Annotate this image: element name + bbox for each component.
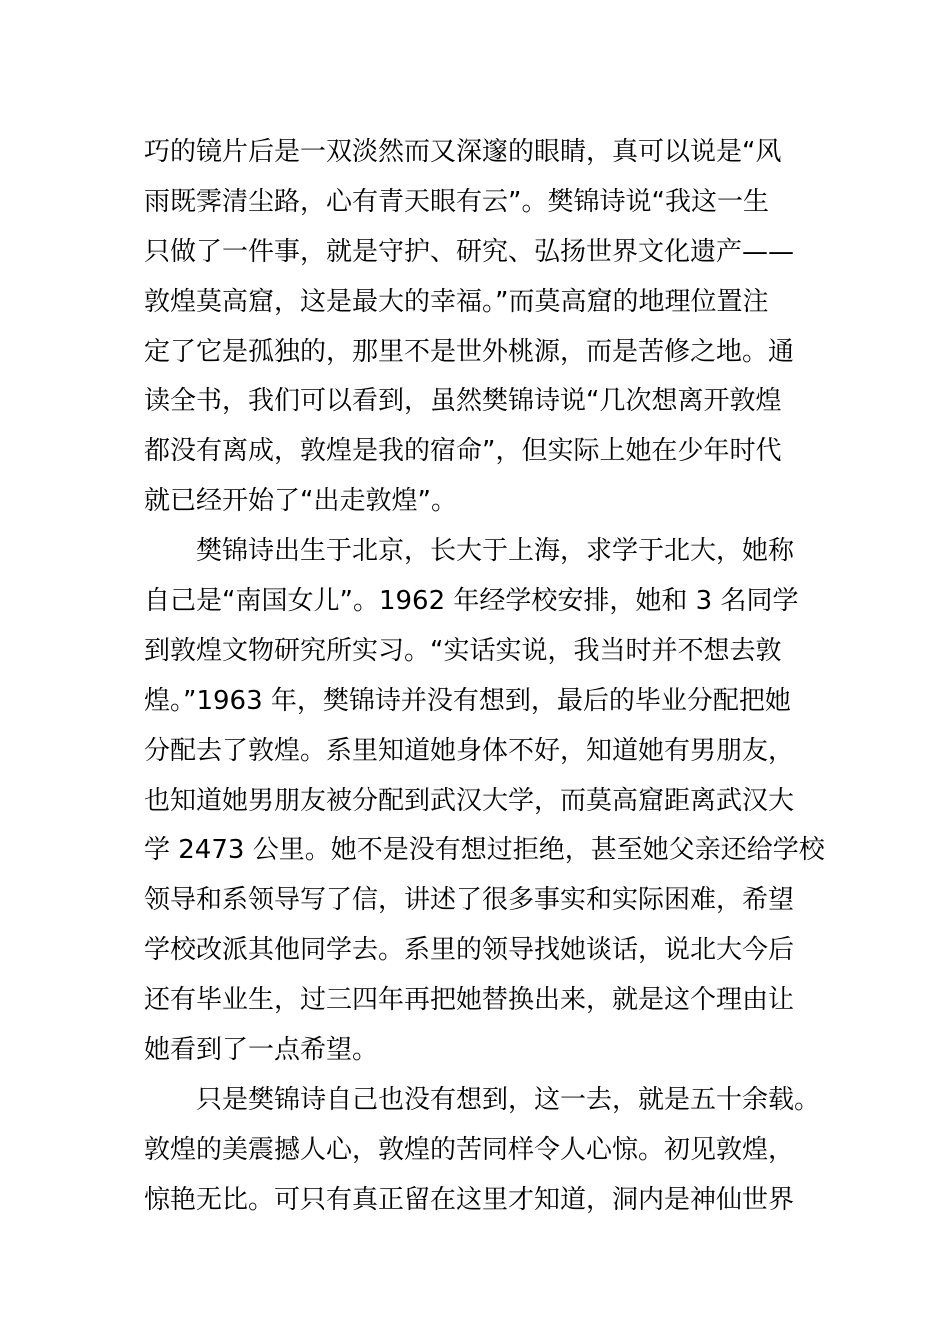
- text-line: 就已经开始了“出走敦煌”。: [144, 486, 457, 517]
- text-line: 她看到了一点希望。: [144, 1035, 379, 1066]
- body-text: [144, 128, 834, 1226]
- text-line: 领导和系领导写了信，讲述了很多事实和实际困难，希望: [144, 885, 795, 916]
- text-line: 分配去了敦煌。系里知道她身体不好，知道她有男朋友，: [144, 735, 795, 766]
- text-line: 雨既霁清尘路，心有青天眼有云”。樊锦诗说“我这一生: [144, 186, 769, 217]
- text-line: 到敦煌文物研究所实习。“实话实说，我当时并不想去敦: [144, 635, 782, 666]
- text-line: 自己是“南国女儿”。1962 年经学校安排，她和 3 名同学: [144, 586, 799, 617]
- text-line: 学校改派其他同学去。系里的领导找她谈话，说北大今后: [144, 935, 795, 966]
- text-line: 只做了一件事，就是守护、研究、弘扬世界文化遗产——: [144, 236, 795, 267]
- text-line: 煌。”1963 年，樊锦诗并没有想到，最后的毕业分配把她: [144, 685, 791, 716]
- text-line: 巧的镜片后是一双淡然而又深邃的眼睛，真可以说是“风: [144, 137, 782, 167]
- text-line: 学 2473 公里。她不是没有想过拒绝，甚至她父亲还给学校: [144, 835, 825, 866]
- text-line: 惊艳无比。可只有真正留在这里才知道，洞内是神仙世界: [144, 1184, 795, 1215]
- text-line: 敦煌的美震撼人心，敦煌的苦同样令人心惊。初见敦煌，: [144, 1134, 795, 1165]
- text-line: 还有毕业生，过三四年再把她替换出来，就是这个理由让: [144, 985, 795, 1016]
- paragraph-start-line: 樊锦诗出生于北京，长大于上海，求学于北大，她称: [144, 536, 795, 567]
- text-line: 读全书，我们可以看到，虽然樊锦诗说“几次想离开敦煌: [144, 386, 782, 417]
- paragraph-start-line: 只是樊锦诗自己也没有想到，这一去，就是五十余载。: [144, 1084, 821, 1115]
- text-line: 也知道她男朋友被分配到武汉大学，而莫高窟距离武汉大: [144, 785, 795, 816]
- text-line: 敦煌莫高窟，这是最大的幸福。”而莫高窟的地理位置注: [144, 286, 769, 317]
- text-line: 定了它是孤独的，那里不是世外桃源，而是苦修之地。通: [144, 336, 795, 367]
- text-line: 都没有离成，敦煌是我的宿命”，但实际上她在少年时代: [144, 436, 782, 467]
